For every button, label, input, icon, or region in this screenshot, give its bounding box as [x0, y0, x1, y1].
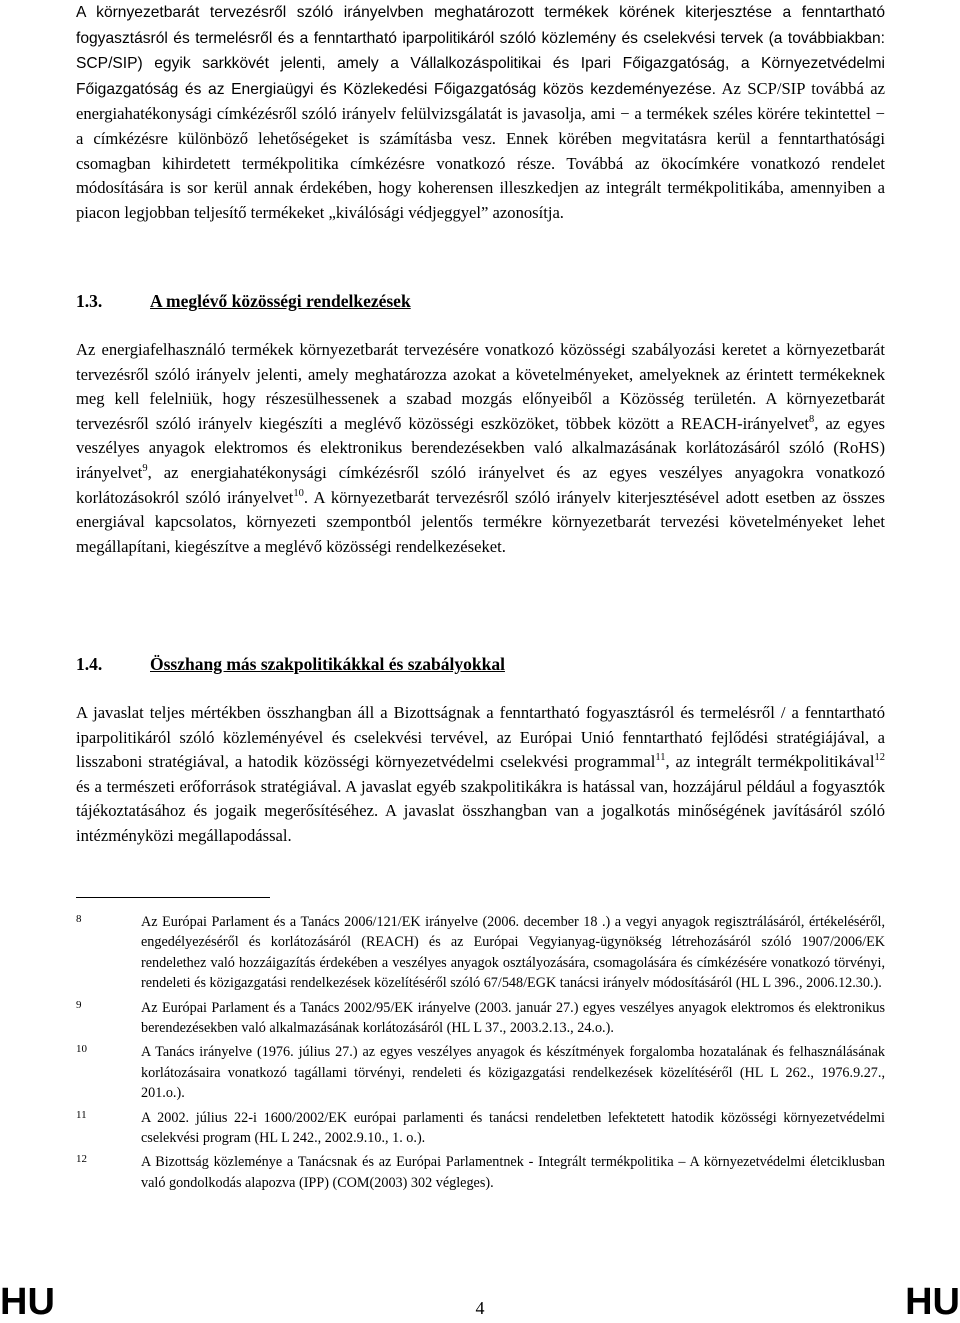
text-run: , az energiahatékonysági címkézésről szóló irányelvet és az egyes veszélyes anyagokra vonatkozó korlátozásokról szóló irányelvet [76, 462, 885, 507]
footnote-8 [76, 912, 885, 994]
text-run: , az egyes veszélyes anyagok elektromos és elektronikus berendezésekben való alkalmazásának korlátozásáról szóló (RoHS) irányelvet [76, 413, 885, 482]
intro-sans-text: A környezetbarát tervezésről szóló irányelvben meghatározott termékek körének kiterjesztése a fenntartható fogyasztásról és termelésről és a fenntartható iparpolitikáról szóló közlemény és cselekvési tervek (a továbbiakban: SCP/SIP) egyik sarkkövét jelenti, amely a Vállalkozáspolitikai és Ipari Főigazgatóság, a Környezetvédelmi Főigazgatóság és az Energiaügyi és Közlekedési Főigazgatóság közös kezdeményezése. [76, 4, 885, 98]
text-run: Az energiafelhasználó termékek környezetbarát tervezésére vonatkozó közösségi szabályozási keretet a környezetbarát tervezésről szóló irányelv jelenti, amely meghatározza azokat a követelményeket, amelyeknek az érintett termékeknek meg kell felelniük, hogy részesülhessenek a szabad mozgás előnyeiből a Közösség területén. A környezetbarát tervezésről szóló irányelv kiegészíti a meglévő közösségi eszközöket, többek között a REACH-irányelvet [76, 340, 885, 433]
intro-serif-text: Az SCP/SIP továbbá az energiahatékonysági címkézésről szóló irányelv felülvizsgálatát is javasolja, ami − a termékek széles körére tekintettel − a címkézésre különböző lehetőségeket is számításba vesz. Ennek körében megvitatásra kerül a fenntarthatósági csomagban kihirdetett termékpolitika címkézésre vonatkozó része. Továbbá az ökocímkére vonatkozó rendelet módosítására is sor kerül annak érdekében, hogy koherensen illeszkedjen az integrált termékpolitikába, amennyiben a piacon legjobban teljesítő termékeket „kiválósági védjeggyel” azonosítja. [76, 78, 885, 222]
footnote-ref-12[interactable]: 12 [874, 752, 886, 764]
section-number: 1.4. [76, 654, 103, 674]
section-1-4-paragraph [76, 701, 885, 849]
text-run: és a természeti erőforrások stratégiával. A javaslat egyéb szakpolitikákra is hatással van, hozzájárul például a fogyasztók tájékoztatásához és jogaik megerősítéséhez. A javaslat összhangban van a jogalkotás minőségének javításáról szóló intézményközi megállapodással. [76, 776, 885, 845]
footnote-separator [76, 897, 270, 898]
footnote-10 [76, 1042, 885, 1103]
footnote-text: A 2002. július 22-i 1600/2002/EK európai parlamenti és tanácsi rendeletben lefektetett hatodik közösségi környezetvédelmi cselekvési program (HL L 242., 2002.9.10., 1. o.). [141, 1109, 885, 1147]
intro-paragraph [76, 0, 885, 225]
language-code-left: HU [0, 1281, 55, 1323]
text-run: , az integrált termékpolitikával [665, 752, 875, 772]
footnote-ref-8[interactable]: 8 [809, 413, 815, 425]
footnote-12 [76, 1152, 885, 1193]
section-title: A meglévő közösségi rendelkezések [150, 291, 411, 311]
footnote-text: Az Európai Parlament és a Tanács 2006/121/EK irányelve (2006. december 18 .) a vegyi anyagok regisztrálásáról, értékeléséről, engedélyezéséről és korlátozásáról (REACH) és az Európai Vegyianyag-ügynökség létrehozásáról szóló 1907/2006/EK rendelethez való hozzáigazítás érdekében a veszélyes anyagok osztályozására, csomagolására és címkézésére vonatkozó törvényi, rendeleti és közigazgatási rendelkezések közelítéséről szóló 67/548/EGK tanácsi irányelv módosításáról (HL L 396., 2006.12.30.). [141, 914, 885, 992]
footnote-mark: 9 [76, 998, 82, 1011]
footnotes [76, 912, 885, 1197]
text-run: A javaslat teljes mértékben összhangban áll a Bizottságnak a fenntartható fogyasztásról és termelésről / a fenntartható iparpolitikáról szóló közleményével és cselekvési tervével, az Európai Unió fenntartható fejlődési stratégiájával, a lisszaboni stratégiával, a hatodik közösségi környezetvédelmi cselekvési programmal [76, 703, 885, 772]
footnote-mark: 11 [76, 1108, 87, 1121]
footnote-mark: 12 [76, 1153, 87, 1166]
section-heading-1-3 [76, 291, 411, 312]
footnote-mark: 8 [76, 913, 82, 925]
page-number: 4 [475, 1298, 485, 1318]
footnote-ref-9[interactable]: 9 [142, 462, 148, 474]
footnote-text: A Bizottság közleménye a Tanácsnak és az Európai Parlamentnek - Integrált termékpolitika – A környezetvédelmi életciklusban való gondolkodás alapozva (IPP) (COM(2003) 302 végleges). [141, 1154, 885, 1191]
section-1-3-paragraph [76, 338, 885, 559]
footnote-mark: 10 [76, 1043, 87, 1056]
footnote-ref-10[interactable]: 10 [293, 487, 304, 499]
footnote-text: A Tanács irányelve (1976. július 27.) az egyes veszélyes anyagok és készítmények forgalomba hozatalának és felhasználásának korlátozásaira vonatkozó tagállami törvényi, rendeleti és közigazgatási rendelkezések közelítéséről (HL L 262., 1976.9.27., 201.o.). [141, 1044, 885, 1102]
section-number: 1.3. [76, 291, 103, 311]
footnote-text: Az Európai Parlament és a Tanács 2002/95/EK irányelve (2003. január 27.) egyes veszélyes anyagok elektromos és elektronikus berendezésekben való alkalmazásának korlátozásáról (HL L 37., 2003.2.13., 24.o.). [141, 999, 885, 1037]
footnote-ref-11[interactable]: 11 [655, 752, 666, 764]
text-run: . A környezetbarát tervezésről szóló irányelv kiterjesztésével adott esetben az összes energiával kapcsolatos, környezeti szempontból jelentős termékre környezetbarát tervezési követelményeket lehet megállapítani, kiegészítve a meglévő közösségi rendelkezéseket. [76, 487, 885, 556]
section-title: Összhang más szakpolitikákkal és szabályokkal [150, 654, 505, 674]
footnote-11 [76, 1108, 885, 1149]
section-heading-1-4 [76, 654, 505, 675]
footnote-9 [76, 998, 885, 1039]
language-code-right: HU [905, 1281, 960, 1323]
